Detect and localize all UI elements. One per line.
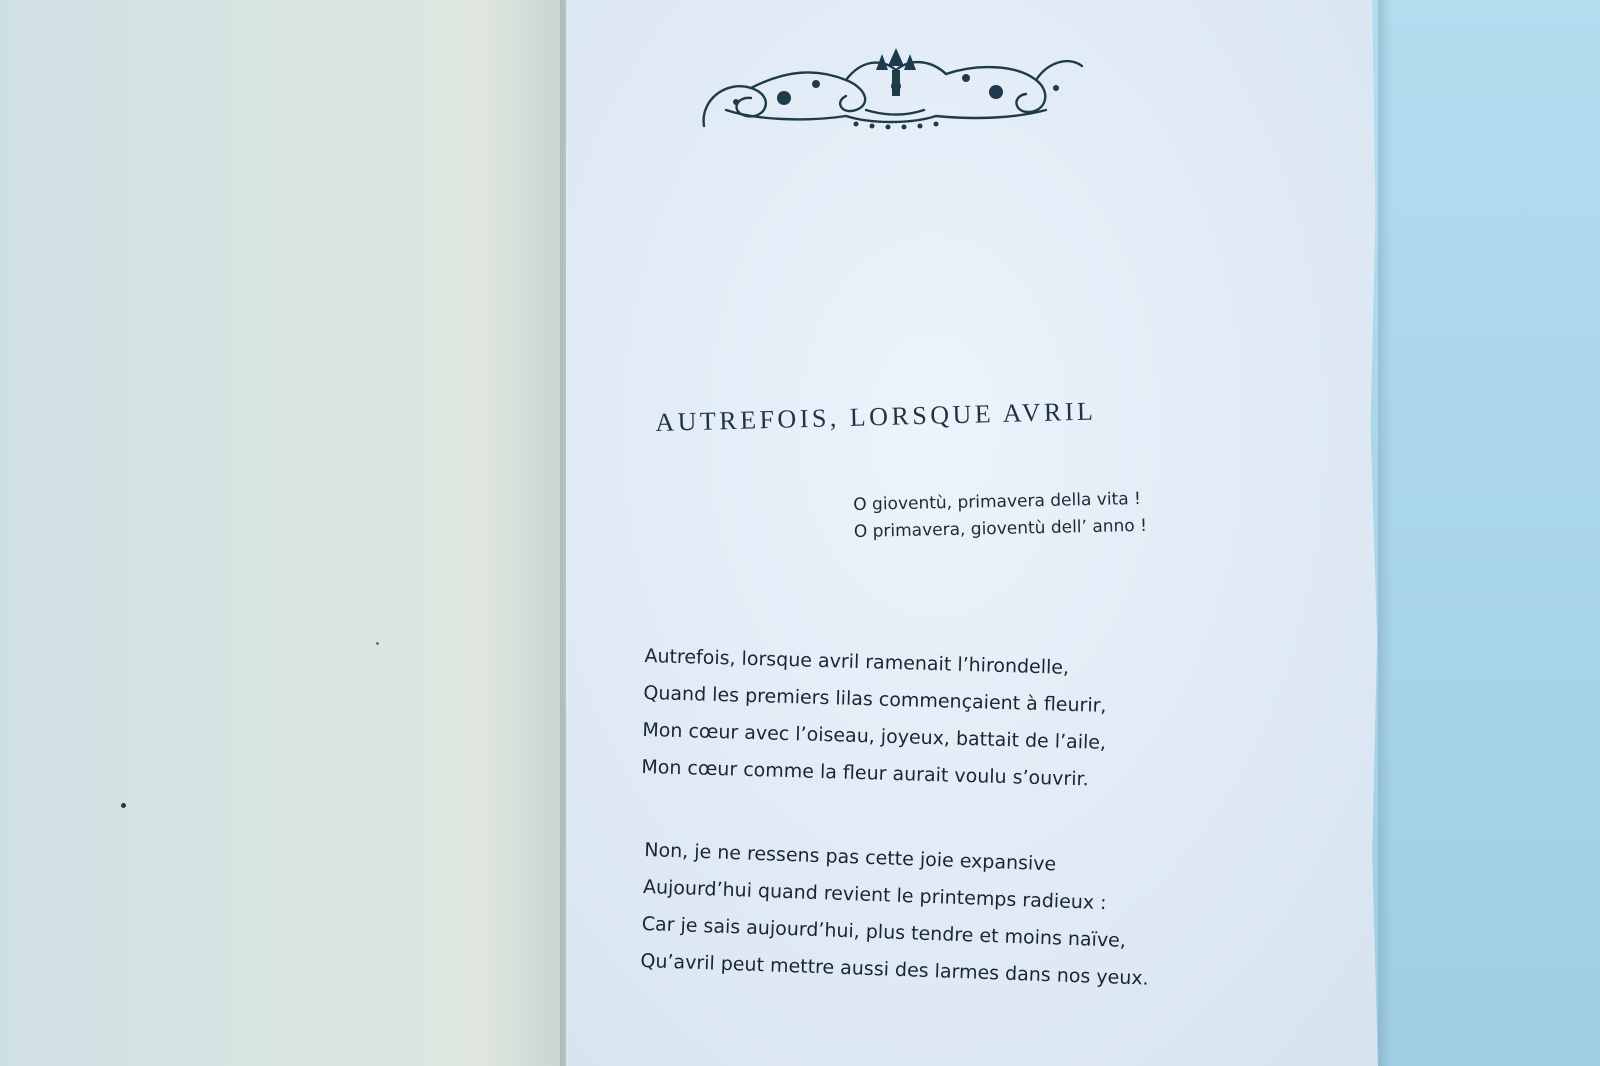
verse-line: Mon cœur comme la fleur aurait voulu s’ouvrir. <box>641 755 1089 791</box>
stanza <box>641 638 1109 799</box>
page-edge-shadow <box>1378 0 1392 1066</box>
verse-line: Quand les premiers lilas commençaient à fleurir, <box>643 681 1107 717</box>
verse-line: Qu’avril peut mettre aussi des larmes dans nos yeux. <box>640 949 1149 990</box>
verse-line: Non, je ne ressens pas cette joie expansive <box>643 838 1057 876</box>
stanza <box>640 832 1153 998</box>
paper-speck <box>121 803 126 808</box>
left-blank-page <box>0 0 570 1066</box>
verse-line: Mon cœur avec l’oiseau, joyeux, battait de l’aile, <box>642 718 1107 754</box>
floral-scroll-headpiece-icon <box>696 40 1086 132</box>
paper-speck <box>376 642 379 645</box>
poem-title: AUTREFOIS, LORSQUE AVRIL <box>655 396 1097 437</box>
epigraph-line: O gioventù, primavera della vita ! <box>853 488 1142 515</box>
verse-line: Aujourd’hui quand revient le printemps radieux : <box>642 875 1107 915</box>
verse-line: Autrefois, lorsque avril ramenait l’hirondelle, <box>644 644 1070 679</box>
epigraph <box>853 486 1147 546</box>
epigraph-line: O primavera, gioventù dell’ anno ! <box>853 515 1148 542</box>
verse-line: Car je sais aujourd’hui, plus tendre et moins naïve, <box>641 912 1127 952</box>
